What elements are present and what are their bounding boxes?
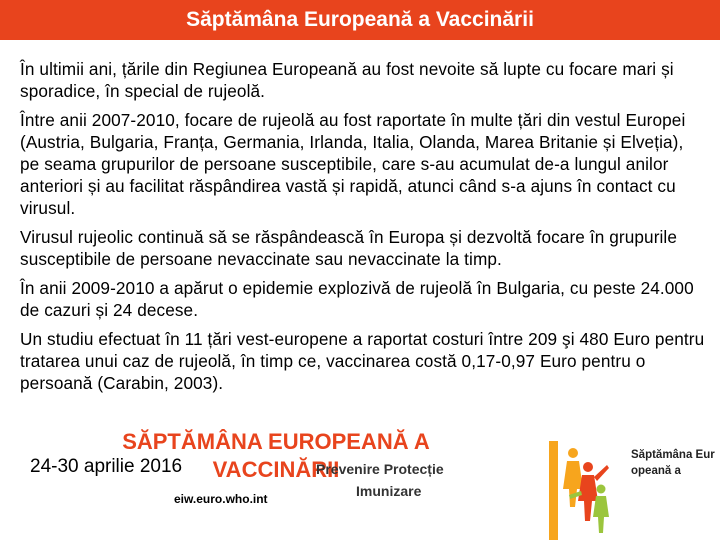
- paragraph-2: Între anii 2007-2010, focare de rujeolă au fost raportate în multe țări din vestul Europei (Austria, Bulgaria, Franța, Germania, Irlanda, Italia, Olanda, Marea Britanie și Elveția), pe seama grupurilor de persoane susceptibile, care s-au acumulat de-a lungul anilor anteriori și au facilitat răspândirea vastă și rapidă, atunci când s-a ajuns în contact cu virusul.: [20, 110, 686, 218]
- slide-body: [20, 58, 706, 401]
- campaign-url: eiw.euro.who.int: [174, 492, 268, 506]
- campaign-logo-icon: [543, 437, 613, 540]
- campaign-tagline-2: Imunizare: [356, 483, 422, 499]
- campaign-title: SĂPTĂMÂNA EUROPEANĂ A VACCINĂRII: [122, 429, 430, 482]
- campaign-footer: [0, 425, 720, 540]
- campaign-side-label: Săptămâna Europeană a: [631, 449, 715, 477]
- slide-title: Săptămâna Europeană a Vaccinării: [0, 0, 720, 40]
- paragraph-3: Virusul rujeolic continuă să se răspândească în Europa și dezvoltă focare în grupurile susceptibile de persoane nevaccinate sau nevaccinate la timp.: [20, 227, 678, 269]
- paragraph-5: Un studiu efectuat în 11 țări vest-europene a raportat costuri între 209 şi 480 Euro pentru tratarea unui caz de rujeolă, în timp ce, vaccinarea costă 0,17-0,97 Euro pentru o persoană (Carabin, 2003).: [20, 329, 705, 393]
- campaign-dates: 24-30 aprilie 2016: [30, 456, 183, 477]
- paragraph-1: În ultimii ani, țările din Regiunea Europeană au fost nevoite să lupte cu focare mari și sporadice, în special de rujeolă.: [20, 59, 674, 101]
- paragraph-4: În anii 2009-2010 a apărut o epidemie explozivă de rujeolă în Bulgaria, cu peste 24.000 de cazuri și 24 decese.: [20, 278, 694, 320]
- campaign-tagline-1: Prevenire Protecție: [316, 461, 444, 477]
